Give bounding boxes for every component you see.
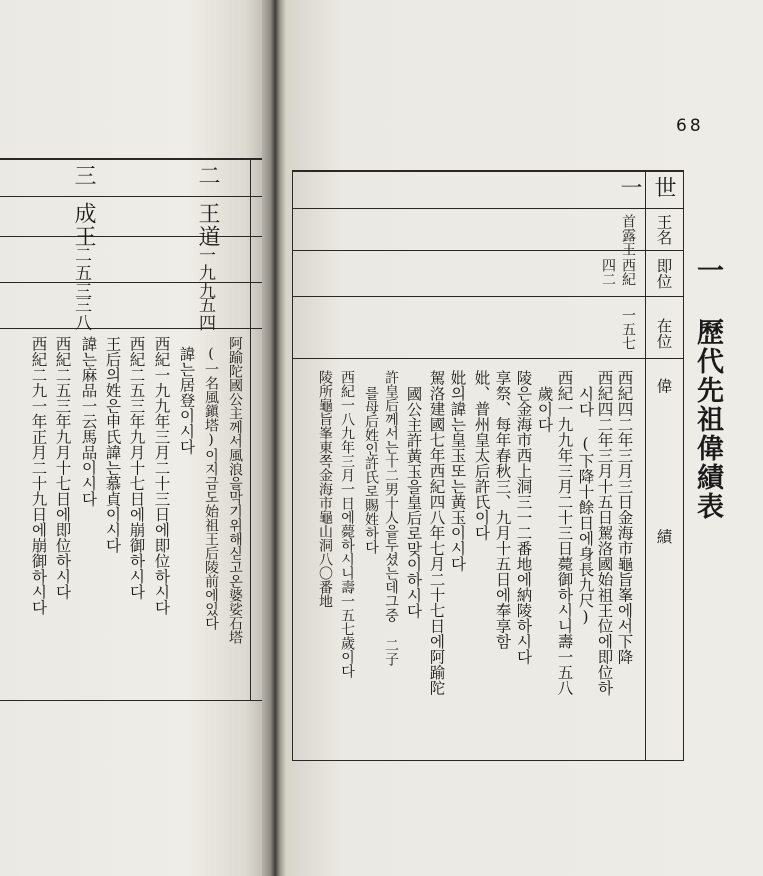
table-right-rule [683,170,684,761]
table-left-rule [292,170,293,761]
row2-accession: 一九九 [195,246,215,300]
header-achievements: 偉 績 [654,378,673,550]
row1-accession-b: 四二 [600,258,616,286]
reign-rule [292,358,684,359]
header-king-name: 王名 [654,214,673,245]
header-row-rule [292,208,684,209]
row3-text-line: 西紀二九一年正月二十九日에崩御하시다 [29,336,48,615]
book-gutter [262,0,286,876]
row1-king-name: 首露王 [620,214,636,256]
row2-text-line: 西紀二五三年九月十七日에崩御하시다 [127,336,146,600]
row1-text-line: 西紀四二年三月十五日駕洛國始祖王位에即位하 [595,370,614,696]
row1-text-line: 妣、普州皇太后許氏이다 [472,370,491,541]
row1-text-line: 西紀一八九年三月一日에薨하시니壽一五七歲이다 [339,370,355,678]
row1-text-line: 陵所龜旨峯東쪽金海市龜山洞八〇番地 [317,370,333,608]
left-table-bottom-rule [0,700,262,701]
row3-reign: 三八 [71,296,91,332]
accession-rule [292,296,684,297]
header-column-rule [645,170,646,761]
row1-accession-a: 西紀 [620,258,636,286]
row3-generation: 三 [71,164,96,187]
left-kingname-rule [0,236,262,237]
row1-text-line: 를母后姓인許氏로賜姓하다 [363,386,379,554]
row2-reign: 五四 [195,296,215,332]
table-top-rule [292,170,684,172]
row1-text-line: 妣의諱는皇玉또는黃玉이시다 [448,370,467,572]
header-accession: 即位 [654,258,673,289]
row1-reign: 一五七 [620,308,636,350]
left-reign-rule [0,328,262,329]
row3-text-line: 西紀二五三年九月十七日에即位하시다 [53,336,72,600]
row2-king-name: 王道 [195,202,220,248]
left-accession-rule [0,282,262,283]
left-header-rule [0,196,262,197]
row1-text-line: 시다 (下降十餘日에身長九尺) [576,386,595,626]
header-reign: 在位 [654,318,673,349]
row2-text-line: (一名風鎭塔)이지금도始祖王后陵前에있다 [203,346,219,630]
left-table-right-rule [250,158,251,701]
row1-text-line: 許皇后께서는十二男十人을두셨는데그중 二子 [383,370,399,666]
header-generation: 世 [651,176,676,199]
row2-generation: 二 [195,164,220,187]
row3-accession: 二五三 [71,246,91,300]
row1-text-line: 享祭、每年春秋三、九月十五日에奉享함 [493,370,512,649]
page-title: 一 歷代先祖偉績表 [692,256,723,521]
row1-text-line: 國公主許黃玉을皇后로맞이하시다 [404,386,423,619]
row1-text-line: 陵은金海市西上洞三一二番地에納陵하시다 [514,370,533,665]
row2-text-line: 王后의姓은申氏諱는慕貞이시다 [103,336,122,553]
left-table-top-rule [0,158,262,160]
page-number: 68 [676,116,704,136]
row1-text-line: 駕洛建國七年西紀四八年七月二十七日에阿踰陀 [427,370,446,696]
row2-text-line: 阿踰陀國公主께서風浪을막기위해싣고온婆娑石塔 [227,336,243,644]
row3-text-line: 諱는麻品一云馬品이시다 [79,336,98,507]
row2-text-line: 西紀一九九年三月二十三日에即位하시다 [152,336,171,615]
row1-text-line: 西紀一九九年三月二十三日薨御하시니壽一五八 [555,370,574,696]
row3-king-name: 成王 [71,202,96,248]
row1-generation: 一 [617,176,642,199]
table-bottom-rule [292,760,684,761]
row2-text-line: 諱는居登이시다 [177,346,196,455]
row1-text-line: 西紀四二年三月三日金海市龜旨峯에서下降 [615,370,634,665]
row1-text-line: 歲이다 [535,386,554,433]
